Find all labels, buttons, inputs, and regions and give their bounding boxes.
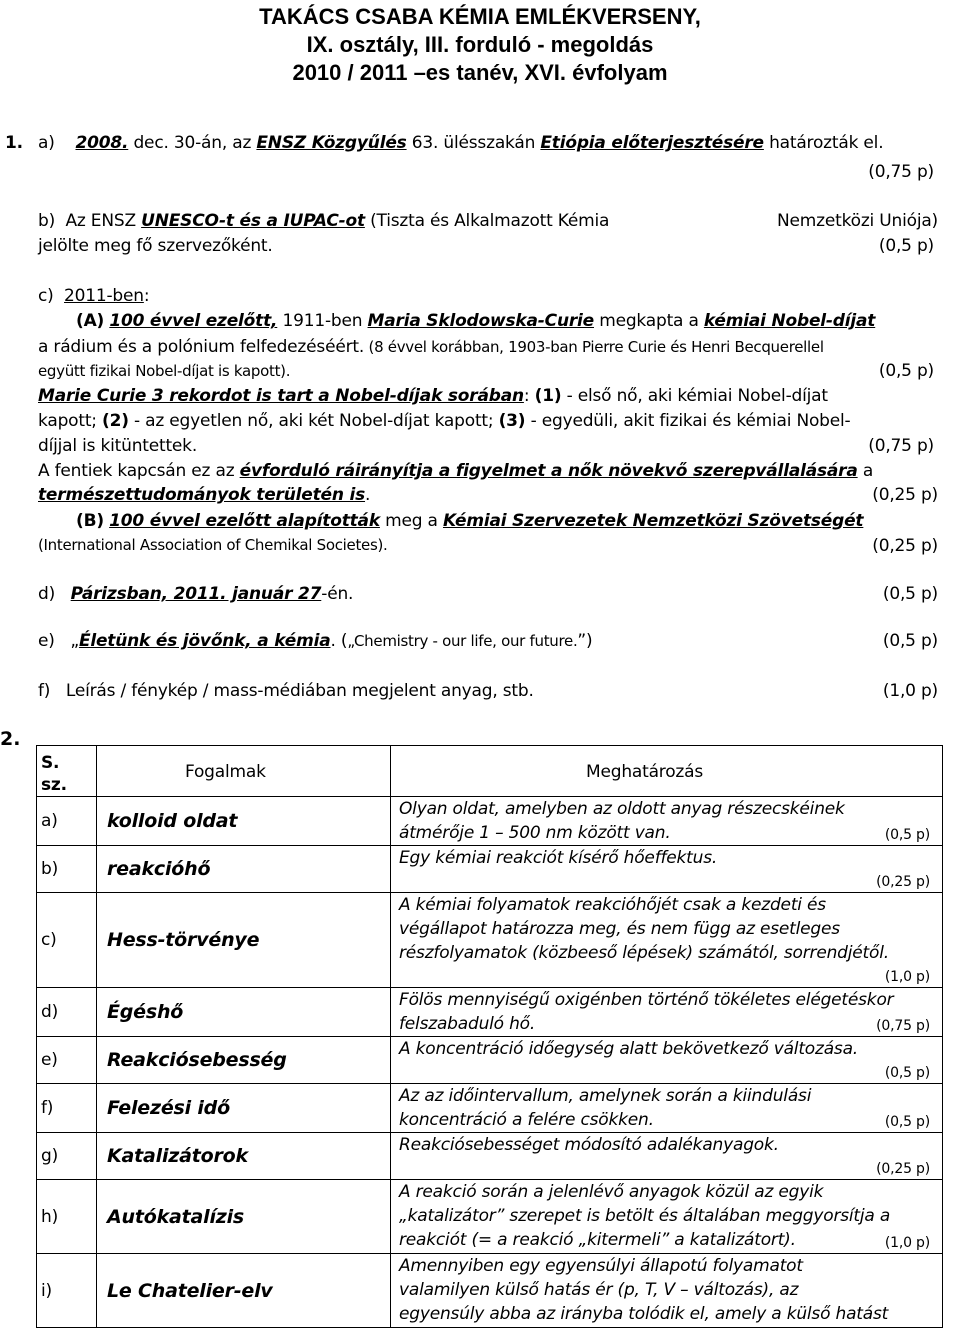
definition-text	[399, 1133, 938, 1157]
term-name: Felezési idő	[107, 1097, 230, 1119]
q1c-points-4: (0,25 p)	[872, 536, 938, 556]
q1f-line: f) Leírás / fénykép / mass-médiában megjelent anyag, stb.	[38, 681, 534, 701]
table-row	[37, 893, 943, 988]
q1c-record-line3: díjjal is kitüntettek.	[38, 436, 198, 456]
row-points: (0,25 p)	[876, 874, 930, 890]
row-number: h)	[41, 1206, 59, 1227]
term-name: reakcióhő	[107, 858, 211, 880]
definition-text	[399, 1037, 938, 1061]
definition-line: Amennyiben egy egyensúlyi állapotú folyamatot	[399, 1256, 803, 1276]
question-1-number: 1.	[5, 133, 23, 153]
row-number: a)	[41, 811, 58, 831]
term-name: Reakciósebesség	[107, 1049, 287, 1071]
q1c-fentiek-line1: A fentiek kapcsán ez az évforduló ráirányítja a figyelmet a nők növekvő szerepvállalására a	[38, 461, 874, 481]
table-row	[37, 1180, 943, 1254]
term-name: Égéshő	[107, 1001, 184, 1023]
term-name: Autókatalízis	[107, 1205, 245, 1228]
q1d-points: (0,5 p)	[882, 584, 938, 604]
definition-line: A kémiai folyamatok reakcióhőjét csak a kezdeti és	[399, 895, 826, 915]
q1b-line2: jelölte meg fő szervezőként.	[38, 236, 273, 256]
q1e-line: e) „Életünk és jövőnk, a kémia. („Chemistry - our life, our future.”)	[38, 631, 593, 651]
row-points: (0,5 p)	[884, 827, 930, 843]
definition-line: reakciót (= a reakció „kitermeli” a katalizátort).	[399, 1230, 796, 1250]
table-row	[37, 988, 943, 1037]
definition-line: „katalizátor” szerepet is betölt és általában meggyorsítja a	[399, 1206, 891, 1226]
header-fogalmak: Fogalmak	[185, 762, 266, 782]
q1c-b-line1: (B) 100 évvel ezelőtt alapították meg a Kémiai Szervezetek Nemzetközi Szövetségét	[76, 511, 864, 531]
definition-line: A reakció során a jelenlévő anyagok közül az egyik	[399, 1182, 824, 1202]
definition-line: felszabaduló hő.	[399, 1014, 536, 1034]
title-line-1: TAKÁCS CSABA KÉMIA EMLÉKVERSENY,	[259, 4, 701, 29]
title-line-3: 2010 / 2011 –es tanév, XVI. évfolyam	[292, 60, 668, 85]
row-number: c)	[41, 930, 57, 950]
definition-text	[399, 797, 938, 845]
q1c-note-line2: együtt fizikai Nobel-díjat is kapott).	[38, 362, 291, 380]
definition-line: A koncentráció időegység alatt bekövetkező változása.	[399, 1039, 859, 1059]
term-name: kolloid oldat	[107, 810, 238, 832]
row-points: (0,75 p)	[876, 1018, 930, 1034]
row-number: e)	[41, 1050, 58, 1070]
q1c-points-2: (0,75 p)	[868, 436, 934, 456]
table-header-row	[37, 746, 943, 797]
q1d-line: d) Párizsban, 2011. január 27-én.	[38, 584, 354, 604]
header-sz: S. sz.	[41, 753, 67, 795]
definition-line: valamilyen külső hatás ér (p, T, V – változás), az	[399, 1280, 799, 1300]
definition-line: végállapot határozza meg, és nem függ az esetleges	[399, 919, 840, 939]
definition-text	[399, 846, 938, 870]
term-name: Hess-törvénye	[107, 929, 260, 951]
definitions-table	[36, 745, 943, 1328]
table-row	[37, 1254, 943, 1328]
row-points: (0,5 p)	[884, 1065, 930, 1081]
q1b-line1: b) Az ENSZ UNESCO-t és a IUPAC-ot (Tiszta és Alkalmazott Kémia	[38, 211, 610, 231]
definition-line: Reakciósebességet módosító adalékanyagok.	[399, 1135, 779, 1155]
row-points: (0,5 p)	[884, 1114, 930, 1130]
q1a-label: a)	[38, 133, 55, 153]
term-name: Katalizátorok	[107, 1145, 248, 1167]
definition-line: Egy kémiai reakciót kísérő hőeffektus.	[399, 848, 718, 868]
q1c-fentiek-line2: természettudományok területén is.	[38, 485, 371, 505]
q1c-b-line2: (International Association of Chemikal Societes).	[38, 536, 388, 554]
row-number: b)	[41, 859, 59, 879]
q1b-points: (0,5 p)	[878, 236, 934, 256]
row-points: (1,0 p)	[884, 1235, 930, 1251]
row-number: i)	[41, 1280, 52, 1301]
table-row	[37, 1037, 943, 1084]
definition-line: Fölös mennyiségű oxigénben történő tökéletes elégetéskor	[399, 990, 894, 1010]
q1c-line: c) 2011-ben:	[38, 286, 150, 306]
table-row	[37, 846, 943, 893]
row-points: (0,25 p)	[876, 1161, 930, 1177]
q1c-points-3: (0,25 p)	[872, 485, 938, 505]
question-2-number: 2.	[0, 728, 21, 750]
definition-line: egyensúly abba az irányba tolódik el, amely a külső hatást	[399, 1304, 889, 1324]
definition-text	[399, 1084, 938, 1132]
q1a-points: (0,75 p)	[868, 162, 934, 182]
term-name: Le Chatelier-elv	[107, 1279, 273, 1302]
row-number: f)	[41, 1098, 54, 1118]
definition-line: átmérője 1 – 500 nm között van.	[399, 823, 671, 843]
table-row	[37, 1133, 943, 1180]
definition-line: részfolyamatok (közbeeső lépések) számától, sorrendjétől.	[399, 943, 889, 963]
definition-text	[399, 893, 938, 965]
q1f-points: (1,0 p)	[882, 681, 938, 701]
q1b-line1-right: Nemzetközi Uniója)	[777, 211, 938, 231]
q1a-line: a) 2008. dec. 30-án, az ENSZ Közgyűlés 63. ülésszakán Etiópia előterjesztésére határozták el.	[38, 133, 884, 153]
row-number: g)	[41, 1146, 59, 1166]
q1c-a-line1: (A) 100 évvel ezelőtt, 1911-ben Maria Sklodowska-Curie megkapta a kémiai Nobel-díjat	[76, 311, 876, 331]
definition-line: koncentráció a felére csökken.	[399, 1110, 654, 1130]
title-line-2: IX. osztály, III. forduló - megoldás	[306, 32, 654, 57]
table-row	[37, 797, 943, 846]
definition-text	[399, 1254, 938, 1326]
q1c-record-line1: Marie Curie 3 rekordot is tart a Nobel-díjak sorában: (1) - első nő, aki kémiai Nobel-díjat	[38, 386, 828, 406]
definition-text	[399, 1180, 938, 1252]
q1c-a-line2: a rádium és a polónium felfedezéséért. (8 évvel korábban, 1903-ban Pierre Curie és Henri Becquerellel	[38, 337, 824, 357]
definition-text	[399, 988, 938, 1036]
q1c-record-line2: kapott; (2) - az egyetlen nő, aki két Nobel-díjat kapott; (3) - egyedüli, akit fizikai és kémiai Nobel-	[38, 411, 851, 431]
q1c-points-1: (0,5 p)	[878, 361, 934, 381]
definition-line: Az az időintervallum, amelynek során a kiindulási	[399, 1086, 812, 1106]
header-meghatarozas: Meghatározás	[586, 762, 704, 782]
row-points: (1,0 p)	[884, 969, 930, 985]
row-number: d)	[41, 1002, 59, 1022]
table-row	[37, 1084, 943, 1133]
definition-line: Olyan oldat, amelyben az oldott anyag részecskéinek	[399, 799, 845, 819]
q1e-points: (0,5 p)	[882, 631, 938, 651]
